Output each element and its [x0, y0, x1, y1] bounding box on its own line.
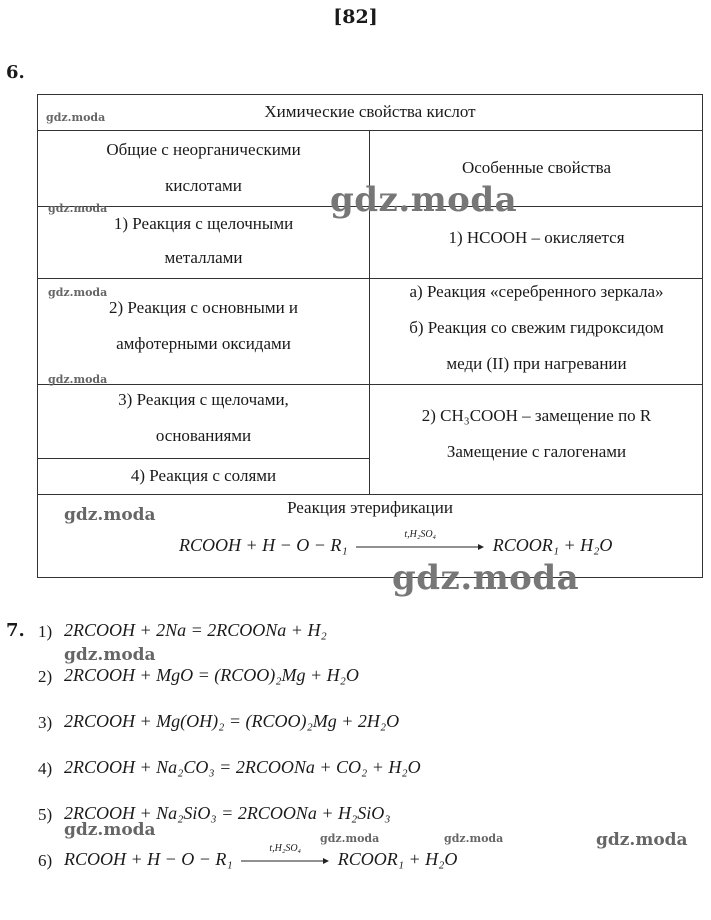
eq6-number: 6): [38, 851, 53, 870]
watermark: gdz.moda: [64, 645, 156, 665]
eq6-left: RCOOH + H − O − R₁: [64, 849, 233, 869]
left-row3-line1: 3) Реакция с щелочами,: [118, 390, 289, 409]
esterification-title: Реакция этерификации: [287, 498, 453, 517]
eq6: [64, 842, 458, 870]
eq2-number: 2): [38, 667, 53, 686]
task-7-number: 7.: [6, 620, 25, 641]
watermark: gdz.moda: [64, 505, 156, 525]
right-row3-line2: Замещение с галогенами: [446, 442, 627, 461]
reaction-arrow-icon: [356, 528, 484, 551]
watermark-large: gdz.moda: [330, 180, 518, 220]
page-number: [82]: [333, 6, 378, 28]
eq3-number: 3): [38, 713, 53, 732]
right-header: Особенные свойства: [461, 158, 612, 177]
left-row3-line2: основаниями: [155, 426, 252, 445]
table-title: Химические свойства кислот: [264, 102, 476, 121]
esterification-condition: t,H₂SO₄: [404, 528, 437, 540]
left-row4: 4) Реакция с солями: [130, 466, 277, 485]
watermark: gdz.moda: [64, 820, 156, 840]
watermark: gdz.moda: [48, 373, 108, 386]
left-row2-line2: амфотерными оксидами: [116, 334, 291, 353]
esterification-right: RCOOR₁ + H₂O: [492, 535, 613, 555]
right-row2-b-line2: меди (II) при нагревании: [446, 354, 627, 373]
eq1-number: 1): [38, 622, 53, 641]
task-6-number: 6.: [6, 62, 25, 83]
eq4-number: 4): [38, 759, 53, 778]
reaction-arrow-icon: [241, 842, 329, 865]
left-header-line1: Общие с неорганическими: [106, 140, 301, 159]
esterification-left: RCOOH + H − O − R₁: [179, 535, 348, 555]
right-row1: 1) HCOOH – окисляется: [448, 228, 625, 247]
watermark: gdz.moda: [596, 830, 688, 850]
left-header-line2: кислотами: [165, 176, 242, 195]
left-row2-line1: 2) Реакция с основными и: [108, 298, 299, 317]
right-row3-line1: 2) CH₃COOH – замещение по R: [421, 406, 652, 425]
watermark: gdz.moda: [48, 202, 108, 215]
eq4: 2RCOOH + Na₂CO₃ = 2RCOONa + CO₂ + H₂O: [64, 757, 421, 777]
watermark-large: gdz.moda: [392, 558, 580, 598]
eq1: 2RCOOH + 2Na = 2RCOONa + H₂: [64, 620, 327, 640]
watermark: gdz.moda: [320, 832, 380, 845]
esterification-equation: [179, 528, 613, 556]
eq6-right: RCOOR₁ + H₂O: [337, 849, 458, 869]
right-row2-b-line1: б) Реакция со свежим гидроксидом: [409, 318, 664, 337]
eq2: 2RCOOH + MgO = (RCOO)₂Mg + H₂O: [64, 665, 359, 685]
eq5-number: 5): [38, 805, 53, 824]
watermark: gdz.moda: [444, 832, 504, 845]
watermark: gdz.moda: [48, 286, 108, 299]
eq3: 2RCOOH + Mg(OH)₂ = (RCOO)₂Mg + 2H₂O: [64, 711, 400, 731]
left-row1-line2: металлами: [164, 248, 243, 267]
eq5: 2RCOOH + Na₂SiO₃ = 2RCOONa + H₂SiO₃: [64, 803, 391, 823]
right-row2-a: а) Реакция «серебренного зеркала»: [409, 282, 664, 301]
eq6-condition: t,H₂SO₄: [269, 842, 302, 854]
left-row1-line1: 1) Реакция с щелочными: [113, 214, 294, 233]
watermark: gdz.moda: [46, 111, 106, 124]
